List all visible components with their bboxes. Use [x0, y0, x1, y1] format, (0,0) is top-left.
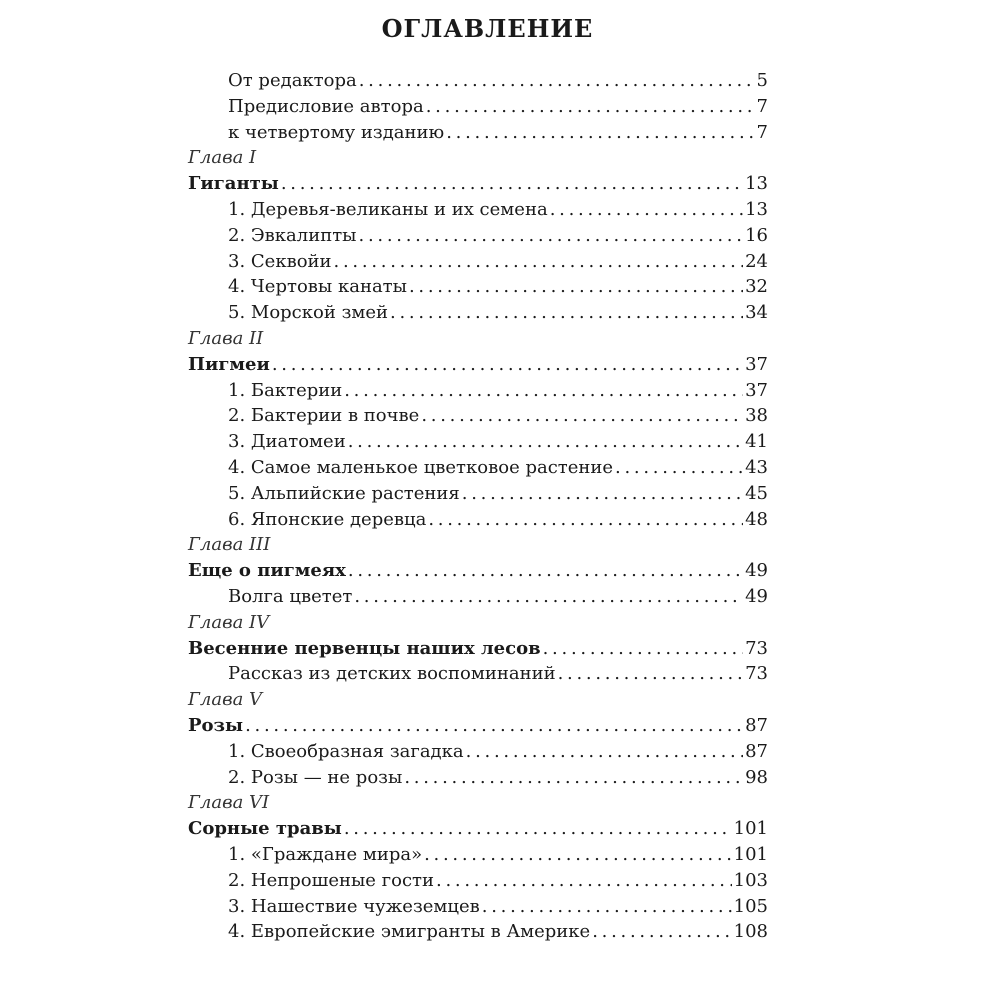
- chapter-title-entry-page-number: 13: [745, 173, 768, 195]
- chapter-title-entry: [188, 638, 768, 664]
- chapter-title-entry: [188, 715, 768, 741]
- chapter-number-label: Глава VI: [188, 792, 270, 814]
- toc-section-entry: [188, 663, 768, 689]
- leader-dots: [348, 560, 743, 581]
- toc-section-entry-page-number: 34: [745, 302, 768, 324]
- toc-section-entry-label: 5. Альпийские растения: [228, 482, 460, 504]
- toc-section-entry-page-number: 49: [745, 585, 768, 607]
- leader-dots: [424, 844, 732, 865]
- leader-dots: [354, 586, 743, 607]
- toc-section-entry: [188, 276, 768, 302]
- leader-dots: [426, 96, 755, 117]
- toc-section-entry: [188, 844, 768, 870]
- toc-section-entry: [188, 251, 768, 277]
- chapter-number: [188, 792, 768, 818]
- leader-dots: [334, 251, 744, 272]
- toc-section-entry: [188, 302, 768, 328]
- toc-section-entry-label: 6. Японские деревца: [228, 508, 427, 530]
- chapter-number: [188, 612, 768, 638]
- toc-section-entry-page-number: 45: [745, 482, 768, 504]
- leader-dots: [390, 302, 743, 323]
- toc-section-entry-page-number: 13: [745, 198, 768, 220]
- toc-section-entry: [188, 225, 768, 251]
- toc-intro-entry: [188, 96, 768, 122]
- chapter-number: [188, 534, 768, 560]
- toc-section-entry-label: 3. Диатомеи: [228, 431, 346, 453]
- leader-dots: [404, 767, 743, 788]
- leader-dots: [462, 483, 743, 504]
- toc-section-entry-label: 2. Розы — не розы: [228, 766, 403, 788]
- leader-dots: [344, 818, 732, 839]
- chapter-number-label: Глава V: [188, 689, 263, 711]
- toc-section-entry-page-number: 37: [745, 379, 768, 401]
- toc-section-entry-page-number: 108: [733, 921, 768, 943]
- leader-dots: [245, 715, 743, 736]
- toc-section-entry-page-number: 87: [745, 740, 768, 762]
- chapter-number-label: Глава II: [188, 327, 264, 349]
- chapter-number: [188, 147, 768, 173]
- toc-intro-entry-page-number: 7: [756, 121, 768, 143]
- toc-section-entry-label: 4. Самое маленькое цветковое растение: [228, 456, 614, 478]
- chapter-title-entry-label: Еще о пигмеях: [188, 560, 346, 582]
- chapter-title-entry-page-number: 73: [745, 637, 768, 659]
- leader-dots: [466, 741, 743, 762]
- chapter-title-entry-page-number: 37: [745, 353, 768, 375]
- toc-section-entry-page-number: 16: [745, 224, 768, 246]
- page-title: ОГЛАВЛЕНИЕ: [381, 14, 594, 43]
- toc-section-entry-label: 2. Бактерии в почве: [228, 405, 420, 427]
- toc-section-entry: [188, 509, 768, 535]
- leader-dots: [428, 509, 743, 530]
- chapter-title-entry-page-number: 101: [733, 818, 768, 840]
- leader-dots: [359, 70, 755, 91]
- leader-dots: [446, 122, 754, 143]
- toc-section-entry-page-number: 105: [733, 895, 768, 917]
- toc-section-entry: [188, 870, 768, 896]
- leader-dots: [348, 431, 743, 452]
- toc-intro-entry-page-number: 7: [756, 95, 768, 117]
- toc-section-entry-page-number: 73: [745, 663, 768, 685]
- leader-dots: [281, 173, 743, 194]
- chapter-number-label: Глава III: [188, 534, 271, 556]
- toc-section-entry-label: 2. Эвкалипты: [228, 224, 357, 246]
- toc-section-entry-page-number: 43: [745, 456, 768, 478]
- leader-dots: [272, 354, 743, 375]
- chapter-title-entry-label: Весенние первенцы наших лесов: [188, 637, 541, 659]
- toc-section-entry: [188, 741, 768, 767]
- chapter-title-entry-label: Гиганты: [188, 173, 279, 195]
- chapter-number-label: Глава I: [188, 147, 257, 169]
- toc-section-entry: [188, 380, 768, 406]
- toc-section-entry-label: 1. Деревья-великаны и их семена: [228, 198, 548, 220]
- leader-dots: [615, 457, 743, 478]
- leader-dots: [558, 663, 744, 684]
- toc-section-entry-label: 1. Бактерии: [228, 379, 343, 401]
- leader-dots: [592, 921, 731, 942]
- leader-dots: [409, 276, 743, 297]
- toc-section-entry-label: 3. Нашествие чужеземцев: [228, 895, 480, 917]
- toc-section-entry: [188, 483, 768, 509]
- toc-section-entry: [188, 431, 768, 457]
- leader-dots: [543, 638, 743, 659]
- chapter-title-entry-label: Розы: [188, 714, 244, 736]
- chapter-title-entry: [188, 354, 768, 380]
- chapter-title-entry-label: Сорные травы: [188, 818, 342, 840]
- toc-section-entry-page-number: 38: [745, 405, 768, 427]
- leader-dots: [482, 896, 732, 917]
- toc-section-entry: [188, 767, 768, 793]
- toc-section-entry: [188, 921, 768, 947]
- toc-section-entry-label: 5. Морской змей: [228, 302, 389, 324]
- toc-intro-entry: [188, 70, 768, 96]
- toc-intro-entry-label: к четвертому изданию: [228, 121, 445, 143]
- toc-section-entry-label: 1. «Граждане мира»: [228, 843, 423, 865]
- chapter-title-entry: [188, 560, 768, 586]
- toc-section-entry-page-number: 32: [745, 276, 768, 298]
- toc-section-entry: [188, 457, 768, 483]
- chapter-title-entry-page-number: 87: [745, 714, 768, 736]
- toc-section-entry-page-number: 101: [733, 843, 768, 865]
- chapter-title-entry: [188, 818, 768, 844]
- toc-section-entry-page-number: 48: [745, 508, 768, 530]
- toc-section-entry: [188, 405, 768, 431]
- toc-section-entry-page-number: 103: [733, 869, 768, 891]
- toc-section-entry-page-number: 24: [745, 250, 768, 272]
- chapter-title-entry-label: Пигмеи: [188, 353, 270, 375]
- toc-section-entry-page-number: 41: [745, 431, 768, 453]
- toc-section-entry: [188, 586, 768, 612]
- toc-intro-entry-page-number: 5: [756, 70, 768, 91]
- leader-dots: [359, 225, 744, 246]
- toc-intro-entry-label: От редактора: [228, 70, 357, 91]
- table-of-contents: [188, 70, 768, 947]
- toc-section-entry-page-number: 98: [745, 766, 768, 788]
- toc-section-entry-label: Волга цветет: [228, 585, 353, 607]
- toc-section-entry: [188, 896, 768, 922]
- chapter-title-entry: [188, 173, 768, 199]
- leader-dots: [421, 405, 743, 426]
- chapter-number-label: Глава IV: [188, 611, 270, 633]
- toc-section-entry-label: Рассказ из детских воспоминаний: [228, 663, 556, 685]
- leader-dots: [344, 380, 743, 401]
- leader-dots: [550, 199, 743, 220]
- chapter-number: [188, 689, 768, 715]
- toc-section-entry-label: 1. Своеобразная загадка: [228, 740, 464, 762]
- toc-section-entry-label: 4. Европейские эмигранты в Америке: [228, 921, 591, 943]
- toc-section-entry-label: 2. Непрошеные гости: [228, 869, 434, 891]
- leader-dots: [436, 870, 732, 891]
- toc-section-entry-label: 3. Секвойи: [228, 250, 332, 272]
- toc-intro-entry-label: Предисловие автора: [228, 95, 424, 117]
- toc-intro-entry: [188, 122, 768, 148]
- chapter-title-entry-page-number: 49: [745, 560, 768, 582]
- toc-section-entry-label: 4. Чертовы канаты: [228, 276, 407, 298]
- toc-section-entry: [188, 199, 768, 225]
- chapter-number: [188, 328, 768, 354]
